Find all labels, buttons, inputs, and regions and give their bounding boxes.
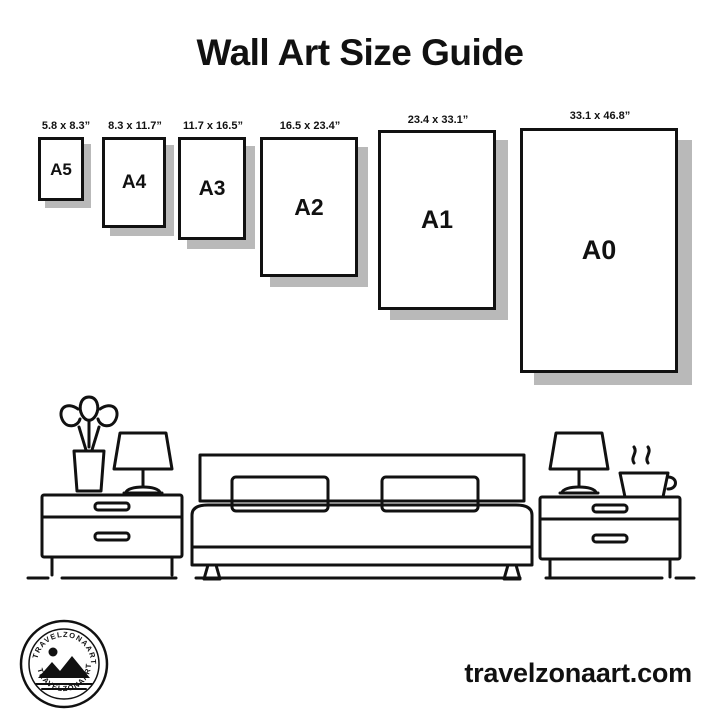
page-footer [0,600,720,720]
dimension-label-a4: 8.3 x 11.7” [108,120,162,132]
frame-a2 [260,137,358,277]
frame-a4 [102,137,166,228]
bed-icon [192,455,532,579]
frame-a1 [378,130,496,310]
table-lamp-left-icon [114,433,172,493]
svg-text:TRAVELZONAART [31,630,98,665]
frame-a3 [178,137,246,240]
dimension-label-a3: 11.7 x 16.5” [183,120,243,132]
dimension-label-a2: 16.5 x 23.4” [279,120,341,132]
vase-with-flowers-icon [61,397,117,491]
poster-size-row [0,110,720,410]
frame-label-a3: A3 [198,177,226,200]
logo-text-top: TRAVELZONAART [30,629,99,666]
frame-label-a1: A1 [421,205,453,234]
frame-label-a5: A5 [50,159,72,179]
logo-text-bottom: TRAVELZONAART [35,662,94,694]
nightstand-right-icon [540,497,680,577]
dimension-label-a0: 33.1 x 46.8” [569,110,631,122]
frame-label-a0: A0 [581,235,617,265]
coffee-cup-icon [620,447,676,497]
frame-a0 [520,128,678,373]
brand-logo [18,618,110,715]
table-lamp-right-icon [550,433,608,493]
website-url[interactable]: travelzonaart.com [464,658,692,688]
bedroom-scene-illustration [0,375,720,600]
page-title: Wall Art Size Guide [196,32,524,73]
dimension-label-a1: 23.4 x 33.1” [407,114,469,126]
frame-a5 [38,137,84,201]
frame-label-a2: A2 [294,193,324,220]
nightstand-left-icon [42,495,182,575]
dimension-label-a5: 5.8 x 8.3” [41,120,91,132]
frame-label-a4: A4 [121,172,147,193]
